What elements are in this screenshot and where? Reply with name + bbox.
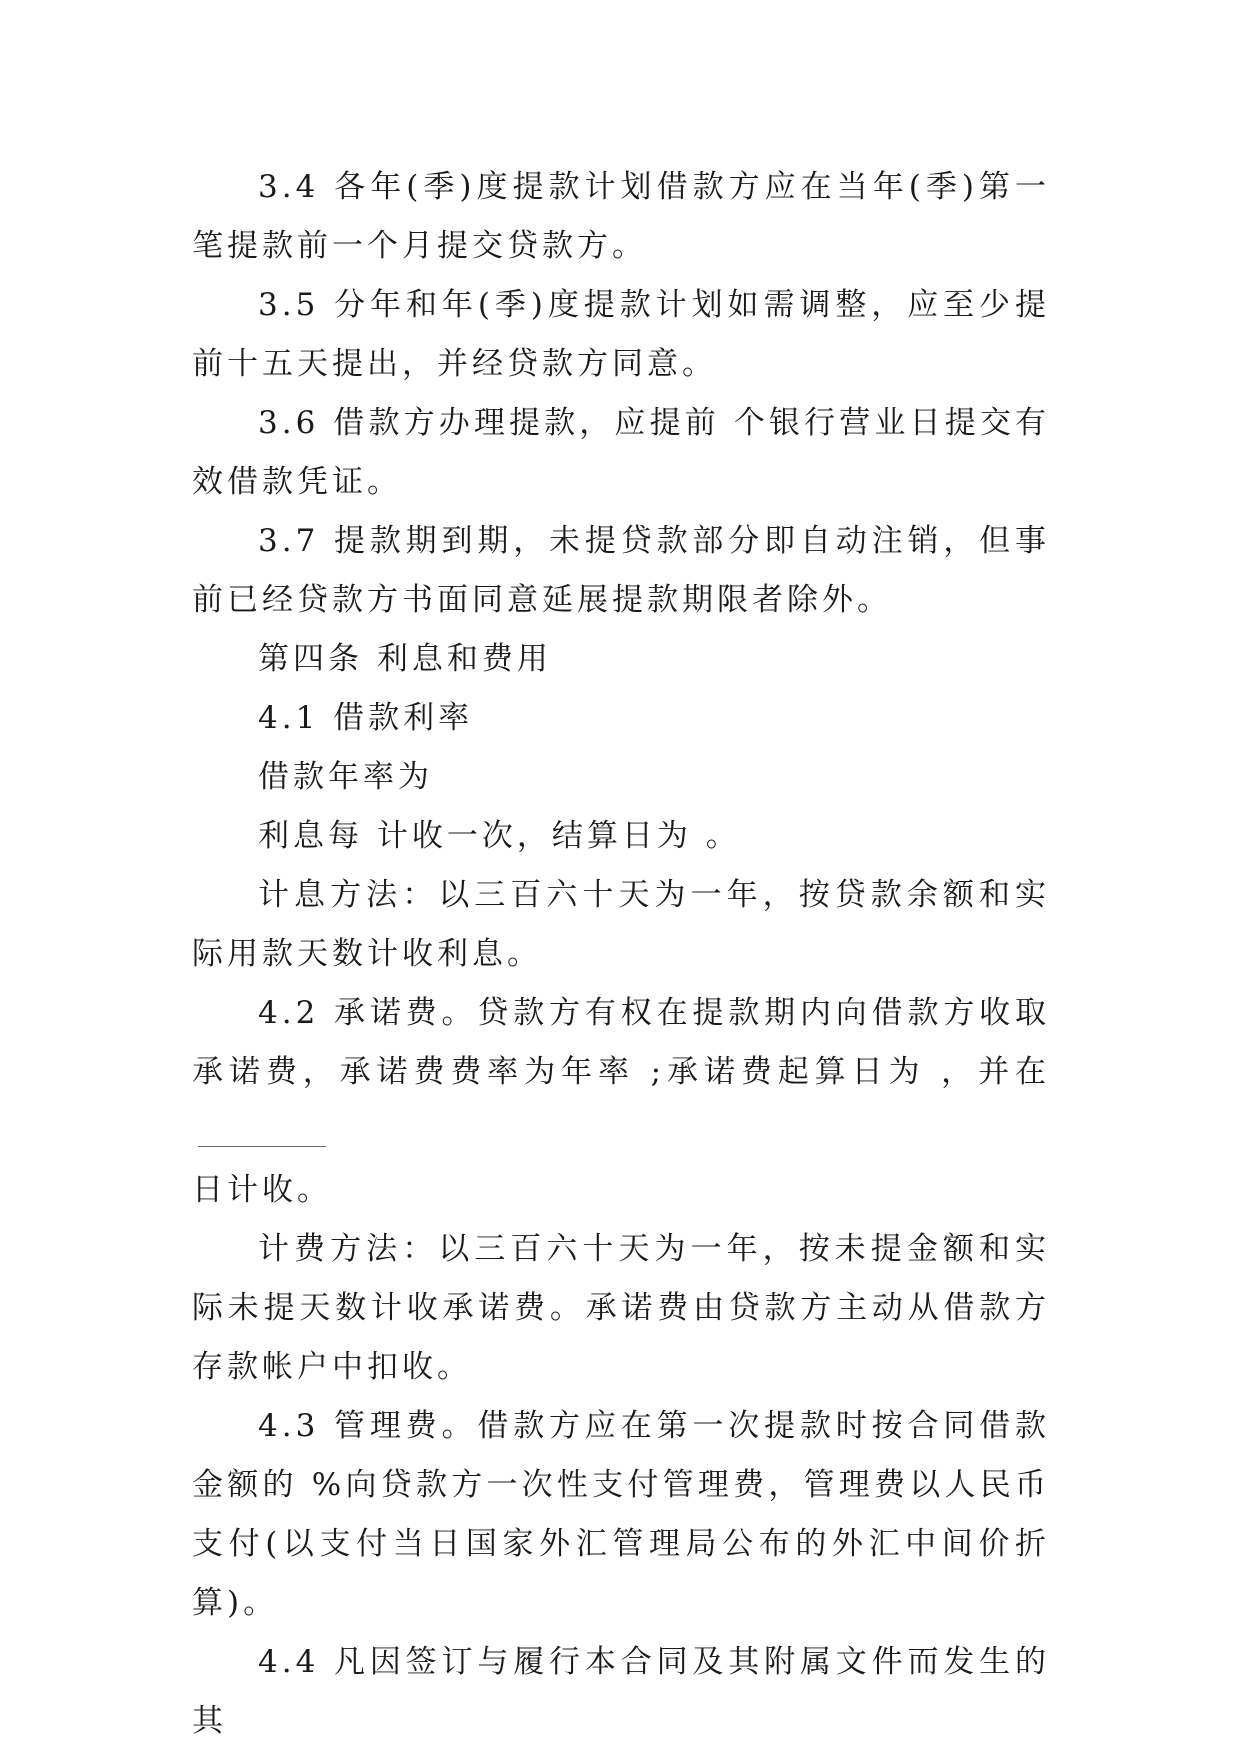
fill-blank: [198, 1106, 326, 1147]
clause-4-1: 4.1 借款利率: [258, 700, 474, 736]
loan-rate-line: 借款年率为: [258, 759, 433, 795]
clause-4-3: 4.3 管理费。借款方应在第一次提款时按合同借款金额的 %向贷款方一次性支付管理费，管理费以人民币支付(以支付当日国家外汇管理局公布的外汇中间价折算)。: [192, 1408, 1050, 1621]
clause-4-2: [192, 984, 1050, 1220]
document-body: [192, 158, 1050, 1751]
interest-method: 计息方法：以三百六十天为一年，按贷款余额和实际用款天数计收利息。: [192, 877, 1050, 972]
clause-4-2-text: 4.2 承诺费。贷款方有权在提款期内向借款方收取承诺费，承诺费费率为年率 ;承诺费起算日为 ，并在: [192, 995, 1050, 1090]
clause-4-2-tail: 日计收。: [192, 1172, 332, 1208]
fee-method: 计费方法：以三百六十天为一年，按未提金额和实际未提天数计收承诺费。承诺费由贷款方主动从借款方存款帐户中扣收。: [192, 1231, 1050, 1385]
clause-3-7: 3.7 提款期到期，未提贷款部分即自动注销，但事前已经贷款方书面同意延展提款期限者除外。: [192, 523, 1050, 618]
interest-cycle-line: 利息每 计收一次，结算日为 。: [258, 818, 741, 854]
clause-3-5: 3.5 分年和年(季)度提款计划如需调整，应至少提前十五天提出，并经贷款方同意。: [192, 287, 1050, 382]
clause-3-4: 3.4 各年(季)度提款计划借款方应在当年(季)第一笔提款前一个月提交贷款方。: [192, 169, 1050, 264]
clause-4-4: 4.4 凡因签订与履行本合同及其附属文件而发生的其: [192, 1644, 1050, 1739]
clause-3-6: 3.6 借款方办理提款，应提前 个银行营业日提交有效借款凭证。: [192, 405, 1050, 500]
article-4-heading: 第四条 利息和费用: [258, 641, 552, 677]
